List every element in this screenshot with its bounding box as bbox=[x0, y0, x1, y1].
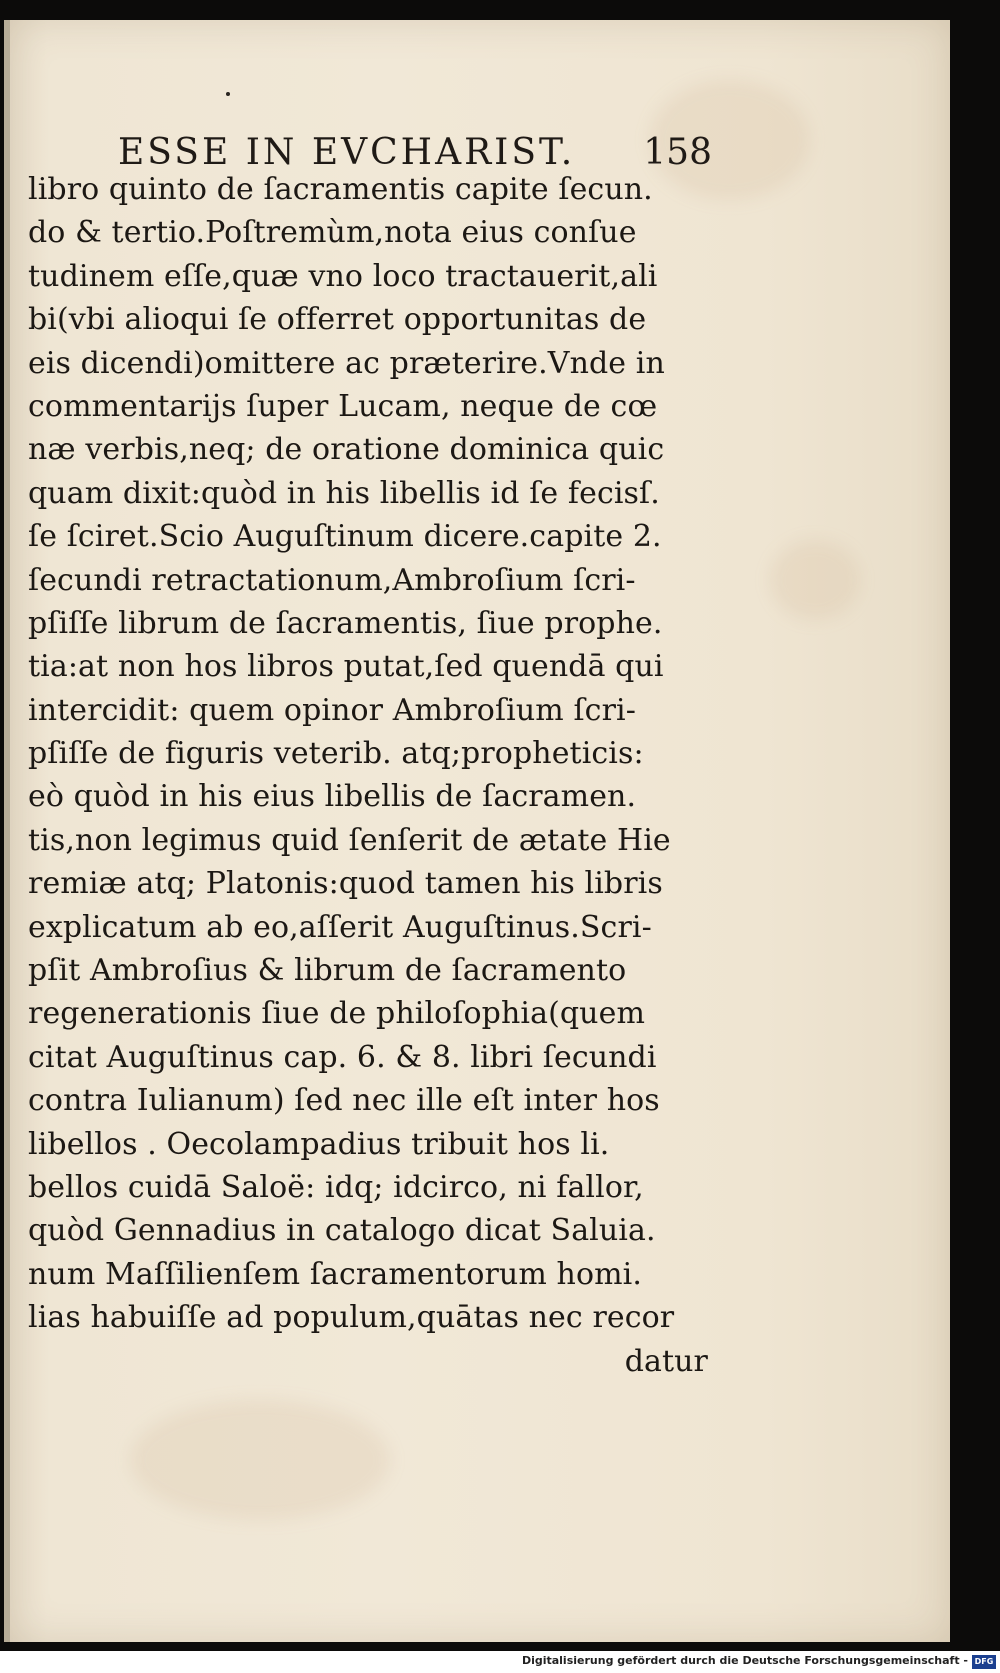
text-line: quam dixit:quòd in his libellis id ſe fecisſ. bbox=[28, 475, 660, 511]
text-line: libro quinto de ſacramentis capite ſecun. bbox=[28, 172, 653, 207]
text-line: do & tertio.Poſtremùm,nota eius conſue bbox=[28, 215, 637, 251]
text-line: remiæ atq; Platonis:quod tamen his libris bbox=[28, 866, 663, 902]
text-line: num Maſſilienſem ſacramentorum homi. bbox=[28, 1256, 643, 1292]
text-line: eò quòd in his eius libellis de ſacramen. bbox=[28, 779, 637, 815]
text-line: pſiſſe de figuris veterib. atq;propheticis: bbox=[28, 736, 644, 772]
paper-stain bbox=[770, 540, 860, 620]
text-line: lias habuiſſe ad populum,quātas nec recor bbox=[28, 1300, 675, 1336]
page-number: 158 bbox=[643, 132, 712, 173]
text-line: ſecundi retractationum,Ambroſium ſcri- bbox=[28, 562, 636, 598]
text-line: bellos cuidā Saloë: idq; idcirco, ni fallor, bbox=[28, 1169, 644, 1205]
paper-stain bbox=[130, 1400, 390, 1520]
text-line: pſiſſe librum de ſacramentis, ſiue prophe. bbox=[28, 605, 663, 641]
text-line: intercidit: quem opinor Ambroſium ſcri- bbox=[28, 692, 636, 728]
text-line: libellos . Oecolampadius tribuit hos li. bbox=[28, 1126, 610, 1162]
text-line: pſit Ambroſius & librum de ſacramento bbox=[28, 953, 627, 989]
body-text bbox=[28, 168, 718, 1383]
ink-mark bbox=[226, 92, 230, 96]
text-line: commentarijs ſuper Lucam, neque de cœ bbox=[28, 388, 658, 424]
funding-credit: Digitalisierung gefördert durch die Deutsche Forschungsgemeinschaft - bbox=[521, 1654, 968, 1667]
text-line: explicatum ab eo,aſſerit Auguſtinus.Scri- bbox=[28, 909, 652, 945]
text-line: bi(vbi alioqui ſe offerret opportunitas de bbox=[28, 302, 647, 338]
text-line: tia:at non hos libros putat,ſed quendā qui bbox=[28, 649, 664, 685]
text-line: citat Auguſtinus cap. 6. & 8. libri ſecundi bbox=[28, 1039, 657, 1075]
digitization-footer bbox=[0, 1651, 1000, 1673]
running-title: ESSE IN EVCHARIST. bbox=[118, 132, 576, 173]
dfg-logo: DFG bbox=[972, 1655, 996, 1669]
text-line: tudinem eſſe,quæ vno loco tractauerit,ali bbox=[28, 258, 658, 294]
catchword: datur bbox=[624, 1343, 708, 1379]
text-line: quòd Gennadius in catalogo dicat Saluia. bbox=[28, 1213, 656, 1249]
text-line: ſe ſciret.Scio Auguſtinum dicere.capite 2. bbox=[28, 519, 662, 555]
text-line: regenerationis ſiue de philoſophia(quem bbox=[28, 996, 645, 1032]
text-line: eis dicendi)omittere ac præterire.Vnde in bbox=[28, 345, 665, 381]
text-line: tis,non legimus quid ſenſerit de ætate Hie bbox=[28, 822, 671, 858]
text-line: næ verbis,neq; de oratione dominica quic bbox=[28, 432, 665, 468]
text-line: contra Iulianum) ſed nec ille eſt inter hos bbox=[28, 1083, 660, 1119]
